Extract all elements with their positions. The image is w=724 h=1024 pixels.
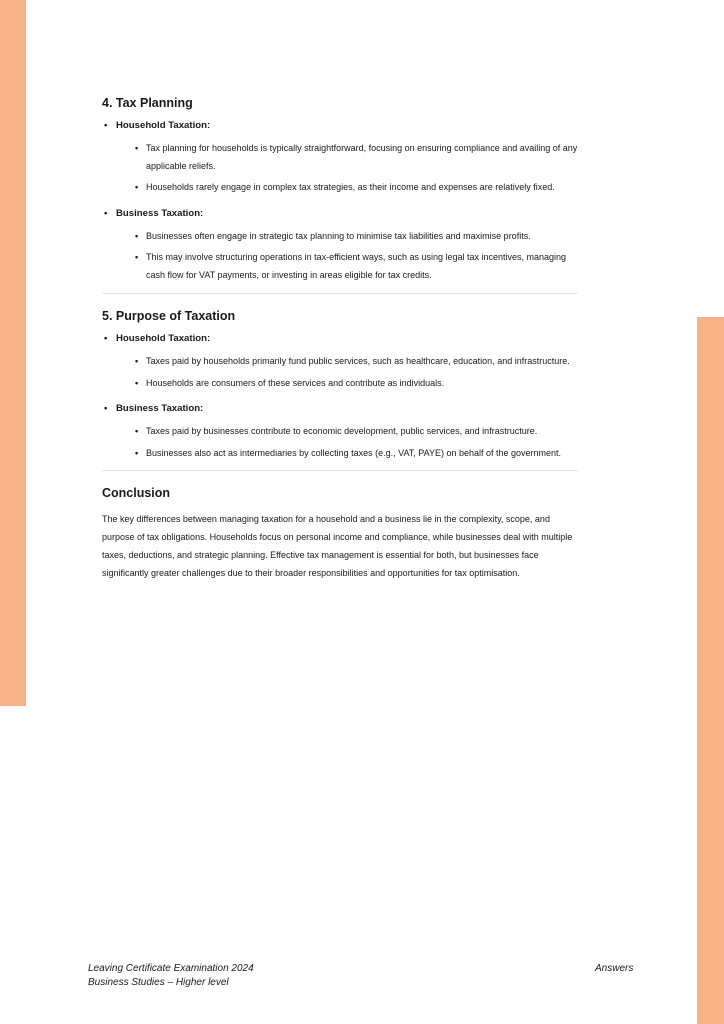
list-item: • Households are consumers of these services and contribute as individuals. bbox=[116, 375, 578, 393]
group-heading: • Business Taxation: • Taxes paid by businesses contribute to economic development, public services, and infrastructure. • Businesses also act as intermediaries by collecting taxes (e.g., VAT, PAYE) on behalf of the government. bbox=[102, 402, 578, 462]
section-divider bbox=[102, 293, 578, 294]
conclusion-paragraph: The key differences between managing taxation for a household and a business lie in the complexity, scope, and purpose of tax obligations. Households focus on personal income and compliance, while businesses deal with multiple taxes, deductions, and strategic planning. Effective tax management is essential for both, but businesses face significantly greater challenges due to their broader responsibilities and opportunities for tax optimisation. bbox=[102, 514, 573, 578]
footer-answers-label: Answers bbox=[595, 963, 634, 974]
list-item: • Households rarely engage in complex tax strategies, as their income and expenses are relatively fixed. bbox=[116, 179, 578, 197]
bullet-icon: • bbox=[135, 356, 139, 366]
bullet-icon: • bbox=[135, 426, 139, 436]
list-item: • Taxes paid by businesses contribute to economic development, public services, and infrastructure. bbox=[116, 423, 578, 441]
bullet-icon: • bbox=[104, 403, 108, 414]
bullet-icon: • bbox=[104, 333, 108, 344]
group-heading: • Household Taxation: • Tax planning for households is typically straightforward, focusing on ensuring compliance and availing of any applicable reliefs. • Households rarely engage in complex tax strategies, as their income and expenses are relatively fixed. bbox=[102, 119, 578, 197]
section-title-purpose-of-taxation: 5. Purpose of Taxation bbox=[102, 309, 236, 323]
section-title-tax-planning: 4. Tax Planning bbox=[102, 96, 193, 110]
group-heading: • Business Taxation: • Businesses often engage in strategic tax planning to minimise tax liabilities and maximise profits. • This may involve structuring operations in tax-efficient ways, such as using legal tax incentives, managing cash flow for VAT payments, or investing in areas eligible for tax credits. bbox=[102, 207, 578, 285]
list-item: • Tax planning for households is typically straightforward, focusing on ensuring compliance and availing of any applicable reliefs. bbox=[116, 140, 578, 175]
section-divider bbox=[102, 470, 578, 471]
conclusion-title: Conclusion bbox=[102, 486, 171, 500]
section-5-list bbox=[102, 332, 578, 462]
bullet-icon: • bbox=[135, 143, 139, 153]
footer-subject-level: Business Studies – Higher level bbox=[88, 977, 229, 988]
list-item: • Businesses also act as intermediaries by collecting taxes (e.g., VAT, PAYE) on behalf of the government. bbox=[116, 445, 578, 463]
bullet-icon: • bbox=[135, 252, 139, 262]
section-4-list bbox=[102, 119, 578, 284]
left-accent-band bbox=[0, 0, 26, 706]
right-accent-band bbox=[697, 317, 724, 1024]
bullet-icon: • bbox=[135, 182, 139, 192]
list-item: • Businesses often engage in strategic tax planning to minimise tax liabilities and maximise profits. bbox=[116, 228, 578, 246]
bullet-icon: • bbox=[135, 447, 139, 458]
bullet-icon: • bbox=[104, 207, 108, 219]
bullet-icon: • bbox=[104, 120, 108, 131]
page-content bbox=[102, 96, 578, 582]
footer-exam-title: Leaving Certificate Examination 2024 bbox=[88, 963, 254, 974]
footer-exam-info bbox=[88, 962, 254, 990]
list-item: • This may involve structuring operations in tax-efficient ways, such as using legal tax incentives, managing cash flow for VAT payments, or investing in areas eligible for tax credits. bbox=[116, 249, 578, 284]
bullet-icon: • bbox=[135, 230, 139, 241]
list-item: • Taxes paid by households primarily fund public services, such as healthcare, education, and infrastructure. bbox=[116, 353, 578, 371]
group-heading: • Household Taxation: • Taxes paid by households primarily fund public services, such as healthcare, education, and infrastructure. • Households are consumers of these services and contribute as individuals. bbox=[102, 332, 578, 392]
bullet-icon: • bbox=[135, 377, 139, 388]
